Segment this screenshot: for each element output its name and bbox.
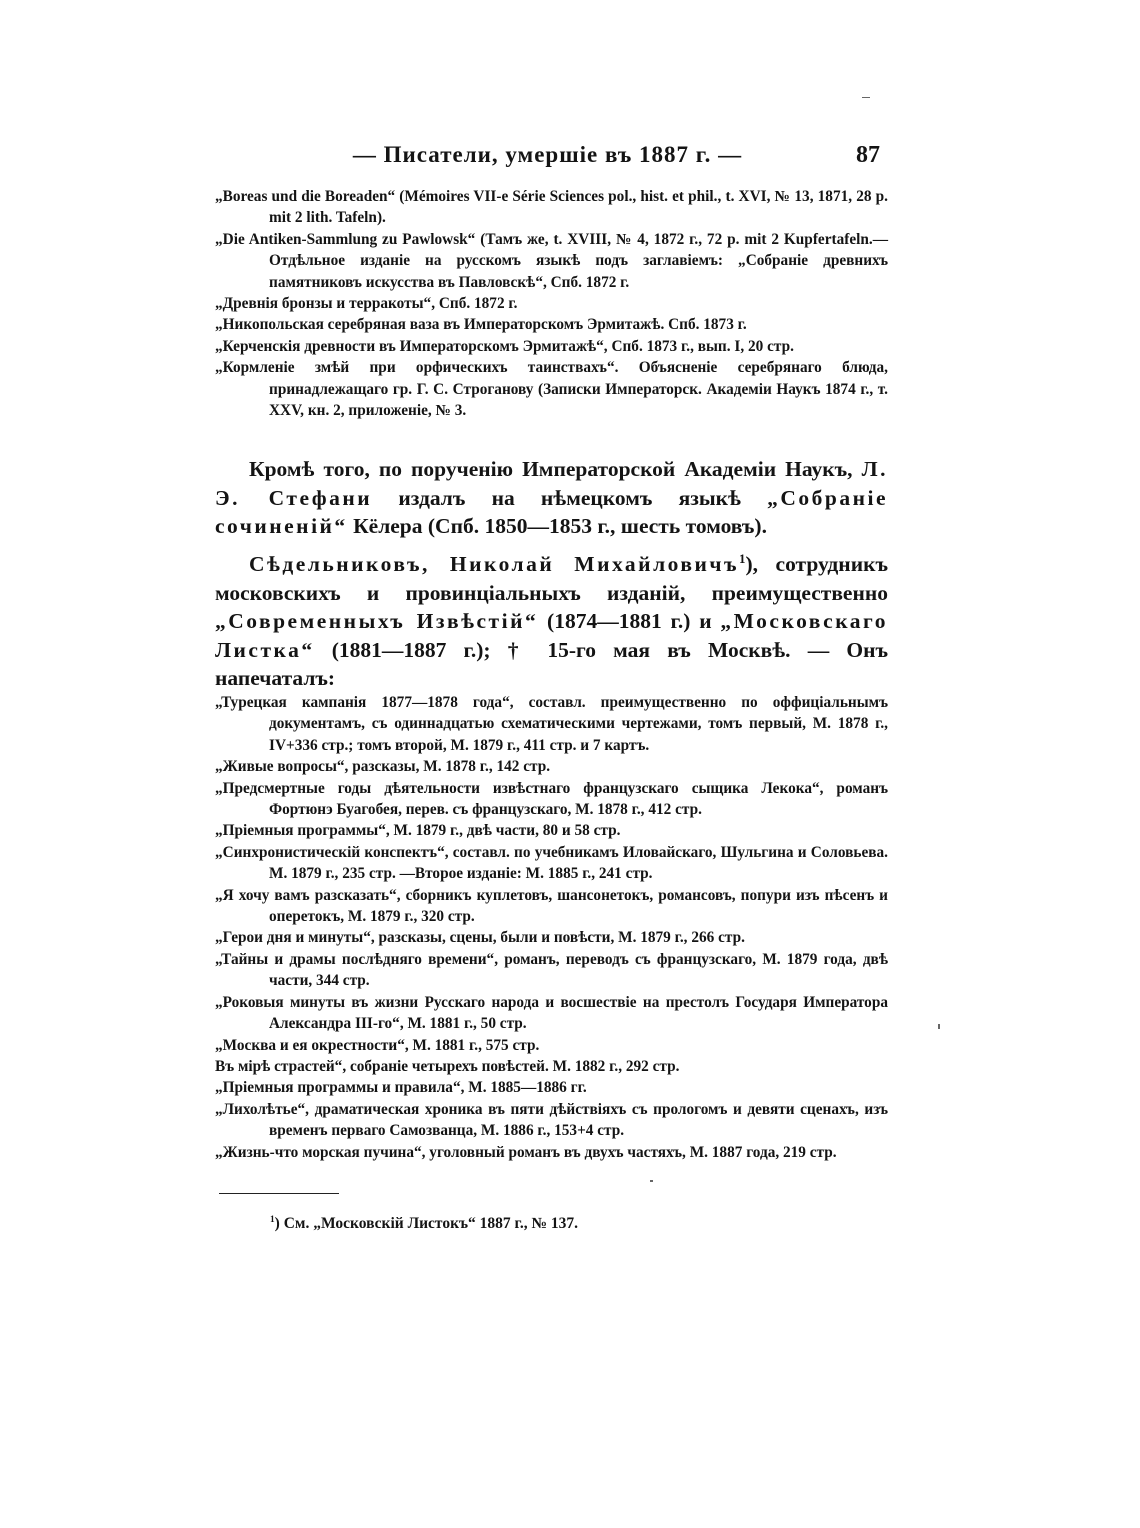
bibliography-entry: „Жизнь-что морская пучина“, уголовный романъ въ двухъ частяхъ, М. 1887 года, 219 стр. [215, 1143, 837, 1161]
bibliography-entry: „Турецкая кампанія 1877—1878 года“, составл. преимущественно по оффиціальнымъ документамъ, съ одиннадцатью схематическими чертежами, томъ первый, М. 1878 г., IV+336 стр.; томъ второй, М. 1879 г., 411 стр. и 7 картъ. [215, 694, 888, 754]
bibliography-entry: „Живые вопросы“, разсказы, М. 1878 г., 142 стр. [215, 758, 551, 776]
newspaper-title: „Современныхъ Извѣстій“ [215, 609, 539, 633]
newspaper-title: „Московскаго Листка“ [215, 609, 888, 662]
bibliography-entry: „Лихолѣтье“, драматическая хроника въ пяти дѣйствіяхъ съ прологомъ и девяти сценахъ, изъ временъ перваго Самозванца, М. 1886 г., 153+4 стр. [215, 1100, 888, 1140]
page-number: 87 [856, 142, 880, 168]
sedelnikov-bibliography [215, 692, 888, 1163]
bibliography-entry: „Die Antiken-Sammlung zu Pawlowsk“ (Тамъ же, t. XVIII, № 4, 1872 г., 72 p. mit 2 Kupfertafeln.—Отдѣльное изданіе на русскомъ языкѣ подъ заглавіемъ: „Собраніе древнихъ памятниковъ искусства въ Павловскѣ“, Спб. 1872 г. [215, 230, 888, 291]
author-name: Л. Э. Стефани [215, 457, 888, 510]
bibliography-entry: „Керченскія древности въ Императорскомъ Эрмитажѣ“, Спб. 1873 г., вып. I, 20 стр. [215, 337, 794, 355]
bibliography-entry: „Никопольская серебряная ваза въ Императорскомъ Эрмитажѣ. Спб. 1873 г. [215, 316, 747, 334]
stephani-note-paragraph: Кромѣ того, по порученію Императорской Академіи Наукъ, Л. Э. Стефани издалъ на нѣмецкомъ языкѣ „Собраніе сочиненій“ Кёлера (Спб. 1850—1853 г., шесть томовъ). [215, 457, 888, 538]
bibliography-entry: „Синхронистическій конспектъ“, составл. по учебникамъ Иловайскаго, Шульгина и Соловьева. М. 1879 г., 235 стр. —Второе изданіе: М. 1885 г., 241 стр. [215, 843, 888, 883]
bibliography-entry: „Древнія бронзы и терракоты“, Спб. 1872 г. [215, 295, 518, 313]
running-title: — Писатели, умершіе въ 1887 г. — [352, 142, 743, 167]
scan-speck [938, 1024, 940, 1029]
work-title: „Собраніе сочиненій“ [215, 485, 888, 538]
bibliography-entry: „Тайны и драмы послѣдняго времени“, романъ, переводъ съ французскаго, М. 1879 года, двѣ части, 344 стр. [215, 950, 888, 990]
sedelnikov-biography-paragraph: Сѣдельниковъ, Николай Михайловичъ$^1$), сотрудникъ московскихъ и провинціальныхъ изданій, преимущественно „Современныхъ Извѣстій“ (1874—1881 г.) и „Московскаго Листка“ (1881—1887 г.); † 15-го мая въ Москвѣ. — Онъ напечаталъ: [215, 551, 889, 690]
bibliography-entry: „Роковыя минуты въ жизни Русскаго народа и восшествіе на престолъ Государя Императора Александра III-го“, М. 1881 г., 50 стр. [215, 993, 888, 1033]
bibliography-entry: „Москва и ея окрестности“, М. 1881 г., 575 стр. [215, 1036, 540, 1054]
bibliography-entry: Въ мірѣ страстей“, собраніе четырехъ повѣстей. М. 1882 г., 292 стр. [215, 1057, 680, 1075]
footnote [270, 1213, 578, 1235]
bibliography-entry: „Пріемныя программы“, М. 1879 г., двѣ части, 80 и 58 стр. [215, 822, 621, 840]
stephani-bibliography [215, 186, 888, 421]
footnote-ref: 1 [739, 551, 746, 566]
footnote-rule [219, 1193, 339, 1194]
bibliography-entry: „Я хочу вамъ разсказать“, сборникъ куплетовъ, шансонетокъ, романсовъ, попури изъ пѣсенъ и оперетокъ, М. 1879 г., 320 стр. [215, 886, 888, 926]
bibliography-entry: „Герои дня и минуты“, разсказы, сцены, были и повѣсти, М. 1879 г., 266 стр. [215, 929, 745, 947]
footnote-mark: 1 [270, 1214, 275, 1225]
running-head [215, 140, 880, 174]
scan-speck [862, 97, 870, 98]
footnote-text: ) См. „Московскій Листокъ“ 1887 г., № 137. [274, 1215, 579, 1232]
bibliography-entry: „Пріемныя программы и правила“, М. 1885—1886 гг. [215, 1079, 587, 1097]
author-name: Сѣдельниковъ, Николай Михайловичъ [249, 552, 740, 576]
bibliography-entry: „Boreas und die Boreaden“ (Mémoires VII-e Série Sciences pol., hist. et phil., t. XVI, № 13, 1871, 28 p. mit 2 lith. Tafeln). [215, 188, 888, 227]
bibliography-entry: „Предсмертные годы дѣятельности извѣстнаго французскаго сыщика Лекока“, романъ Фортюнэ Буагобея, перев. съ французскаго, М. 1878 г., 412 стр. [215, 779, 888, 819]
scan-speck [650, 1180, 653, 1182]
bibliography-entry: „Кормленіе змѣй при орфическихъ таинствахъ“. Объясненіе серебрянаго блюда, принадлежащаго гр. Г. С. Строганову (Записки Императорск. Академіи Наукъ 1874 г., т. XXV, кн. 2, приложеніе, № 3. [215, 359, 888, 420]
